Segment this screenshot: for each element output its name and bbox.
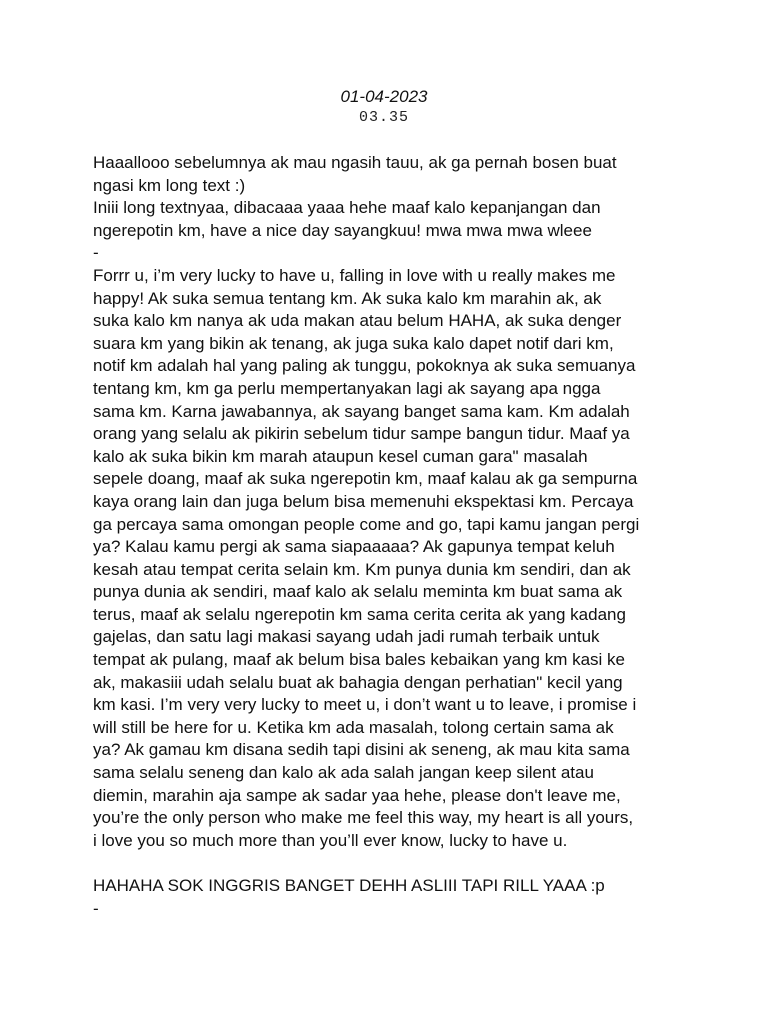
text-line: i love you so much more than you’ll ever know, lucky to have u. xyxy=(93,830,568,850)
separator-dash: - xyxy=(93,898,99,918)
text-line: suka kalo km nanya ak uda makan atau belum HAHA, ak suka denger xyxy=(93,311,622,331)
text-line: orang yang selalu ak pikirin sebelum tidur sampe bangun tidur. Maaf ya xyxy=(93,424,630,444)
text-line: diemin, marahin aja sampe ak sadar yaa hehe, please don't leave me, xyxy=(93,785,621,805)
text-line: suara km yang bikin ak tenang, ak juga suka kalo dapet notif dari km, xyxy=(93,333,614,353)
text-line: will still be here for u. Ketika km ada masalah, tolong certain sama ak xyxy=(93,717,614,737)
text-line: happy! Ak suka semua tentang km. Ak suka kalo km marahin ak, ak xyxy=(93,288,602,308)
separator-dash: - xyxy=(93,243,99,263)
text-line: HAHAHA SOK INGGRIS BANGET DEHH ASLIII TAPI RILL YAAA :p xyxy=(93,876,605,895)
letter-body xyxy=(93,152,693,920)
text-line: ga percaya sama omongan people come and go, tapi kamu jangan pergi xyxy=(93,514,640,534)
text-line: Forrr u, i’m very lucky to have u, falling in love with u really makes me xyxy=(93,265,616,285)
text-line: sepele doang, maaf ak suka ngerepotin km, maaf kalau ak ga sempurna xyxy=(93,469,638,489)
text-line: terus, maaf ak selalu ngerepotin km sama cerita cerita ak yang kadang xyxy=(93,604,626,624)
text-line: sama km. Karna jawabannya, ak sayang banget sama kam. Km adalah xyxy=(93,401,630,421)
document-header xyxy=(0,86,768,128)
text-line: sama selalu seneng dan kalo ak ada salah jangan keep silent atau xyxy=(93,763,594,783)
text-line: ak, makasiii udah selalu buat ak bahagia dengan perhatian" kecil yang xyxy=(93,672,623,692)
text-line: ngerepotin km, have a nice day sayangkuu! mwa mwa mwa wleee xyxy=(93,220,592,240)
main-paragraph xyxy=(93,265,693,852)
text-line: tentang km, km ga perlu mempertanyakan lagi ak sayang apa ngga xyxy=(93,378,601,398)
text-line: km kasi. I’m very very lucky to meet u, i don’t want u to leave, i promise i xyxy=(93,695,637,715)
text-line: ya? Ak gamau km disana sedih tapi disini ak seneng, ak mau kita sama xyxy=(93,740,630,760)
time-heading: 03.35 xyxy=(358,109,409,126)
text-line: Iniii long textnyaa, dibacaaa yaaa hehe maaf kalo kepanjangan dan xyxy=(93,198,601,218)
text-line: you’re the only person who make me feel this way, my heart is all yours, xyxy=(93,808,634,828)
closing-paragraph xyxy=(93,875,693,920)
text-line: tempat ak pulang, maaf ak belum bisa bales kebaikan yang km kasi ke xyxy=(93,650,626,670)
text-line: gajelas, dan satu lagi makasi sayang udah jadi rumah terbaik untuk xyxy=(93,627,600,647)
text-line: kalo ak suka bikin km marah ataupun kesel cuman gara" masalah xyxy=(93,446,588,466)
text-line: kesah atau tempat cerita selain km. Km punya dunia km sendiri, dan ak xyxy=(93,559,631,579)
date-heading: 01-04-2023 xyxy=(340,87,428,106)
text-line: ngasi km long text :) xyxy=(93,175,246,195)
text-line: notif km adalah hal yang paling ak tunggu, pokoknya ak suka semuanya xyxy=(93,356,636,376)
text-line: kaya orang lain dan juga belum bisa memenuhi ekspektasi km. Percaya xyxy=(93,491,634,511)
intro-paragraph xyxy=(93,152,693,265)
text-line: ya? Kalau kamu pergi ak sama siapaaaaa? Ak gapunya tempat keluh xyxy=(93,537,615,557)
paragraph-gap xyxy=(93,852,693,875)
text-line: Haaallooo sebelumnya ak mau ngasih tauu, ak ga pernah bosen buat xyxy=(93,153,617,172)
text-line: punya dunia ak sendiri, maaf kalo ak selalu meminta km buat sama ak xyxy=(93,582,623,602)
